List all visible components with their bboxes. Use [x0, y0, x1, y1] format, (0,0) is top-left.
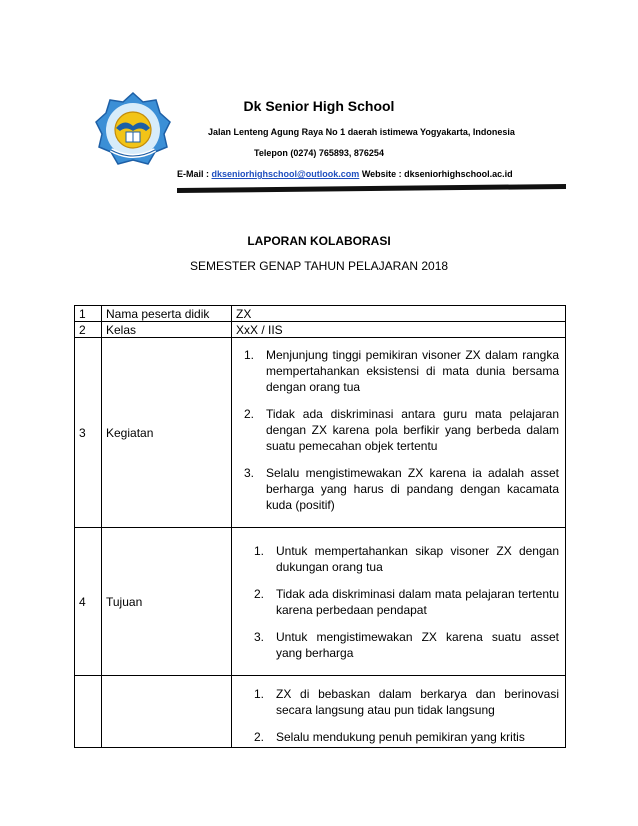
- row-value: [232, 528, 566, 676]
- website-value: dkseniorhighschool.ac.id: [404, 169, 513, 179]
- website-label: Website :: [359, 169, 405, 179]
- report-subtitle: SEMESTER GENAP TAHUN PELAJARAN 2018: [189, 259, 449, 273]
- email-label: E-Mail :: [177, 169, 212, 179]
- row-number: 3: [75, 338, 102, 528]
- list-item: 1. Menjunjung tinggi pemikiran visoner ZX dalam rangka mempertahankan eksistensi di mata dunia bersama dengan orang tua: [244, 348, 559, 394]
- table-row: [75, 322, 566, 338]
- header-divider: [177, 184, 566, 193]
- row-number: 2: [75, 322, 102, 338]
- list-item: 1. ZX di bebaskan dalam berkarya dan berinovasi secara langsung atau pun tidak langsung: [254, 687, 559, 717]
- school-address: Jalan Lenteng Agung Raya No 1 daerah istimewa Yogyakarta, Indonesia: [208, 127, 515, 137]
- contact-line: [177, 169, 513, 179]
- row-label: Tujuan: [102, 528, 232, 676]
- row-value: [232, 338, 566, 528]
- table-row: [75, 528, 566, 676]
- method-list: [254, 686, 559, 745]
- table-row: [75, 338, 566, 528]
- table-row: [75, 676, 566, 748]
- row-value: [232, 676, 566, 748]
- row-label: Kelas: [102, 322, 232, 338]
- email-link[interactable]: dkseniorhighschool@outlook.com: [211, 169, 360, 179]
- list-item: 1. Untuk mempertahankan sikap visoner ZX dengan dukungan orang tua: [254, 543, 559, 574]
- list-item: 2. Tidak ada diskriminasi dalam mata pelajaran tertentu karena perbedaan pendapat: [254, 586, 559, 617]
- list-item: 2. Tidak ada diskriminasi antara guru mata pelajaran dengan ZX karena pola berfikir yang berbeda dalam suatu pemecahan objek tertentu: [244, 407, 559, 453]
- row-label: [102, 676, 232, 748]
- row-value: ZX: [232, 306, 566, 322]
- table-row: [75, 306, 566, 322]
- school-name: Dk Senior High School: [243, 98, 395, 114]
- row-number: [75, 676, 102, 748]
- list-item: 2. Selalu mendukung penuh pemikiran yang kritis: [254, 730, 525, 744]
- list-item: 3. Untuk mengistimewakan ZX karena suatu asset yang berharga: [254, 629, 559, 660]
- row-label: Nama peserta didik: [102, 306, 232, 322]
- row-number: 1: [75, 306, 102, 322]
- row-number: 4: [75, 528, 102, 676]
- activity-list: [244, 347, 559, 513]
- row-label: Kegiatan: [102, 338, 232, 528]
- report-table: [74, 305, 566, 748]
- school-phone: Telepon (0274) 765893, 876254: [254, 148, 384, 158]
- report-title: LAPORAN KOLABORASI: [247, 234, 391, 248]
- goal-list: [254, 543, 559, 661]
- list-item: 3. Selalu mengistimewakan ZX karena ia adalah asset berharga yang harus di pandang dengan kacamata kuda (positif): [244, 466, 559, 512]
- row-value: XxX / IIS: [232, 322, 566, 338]
